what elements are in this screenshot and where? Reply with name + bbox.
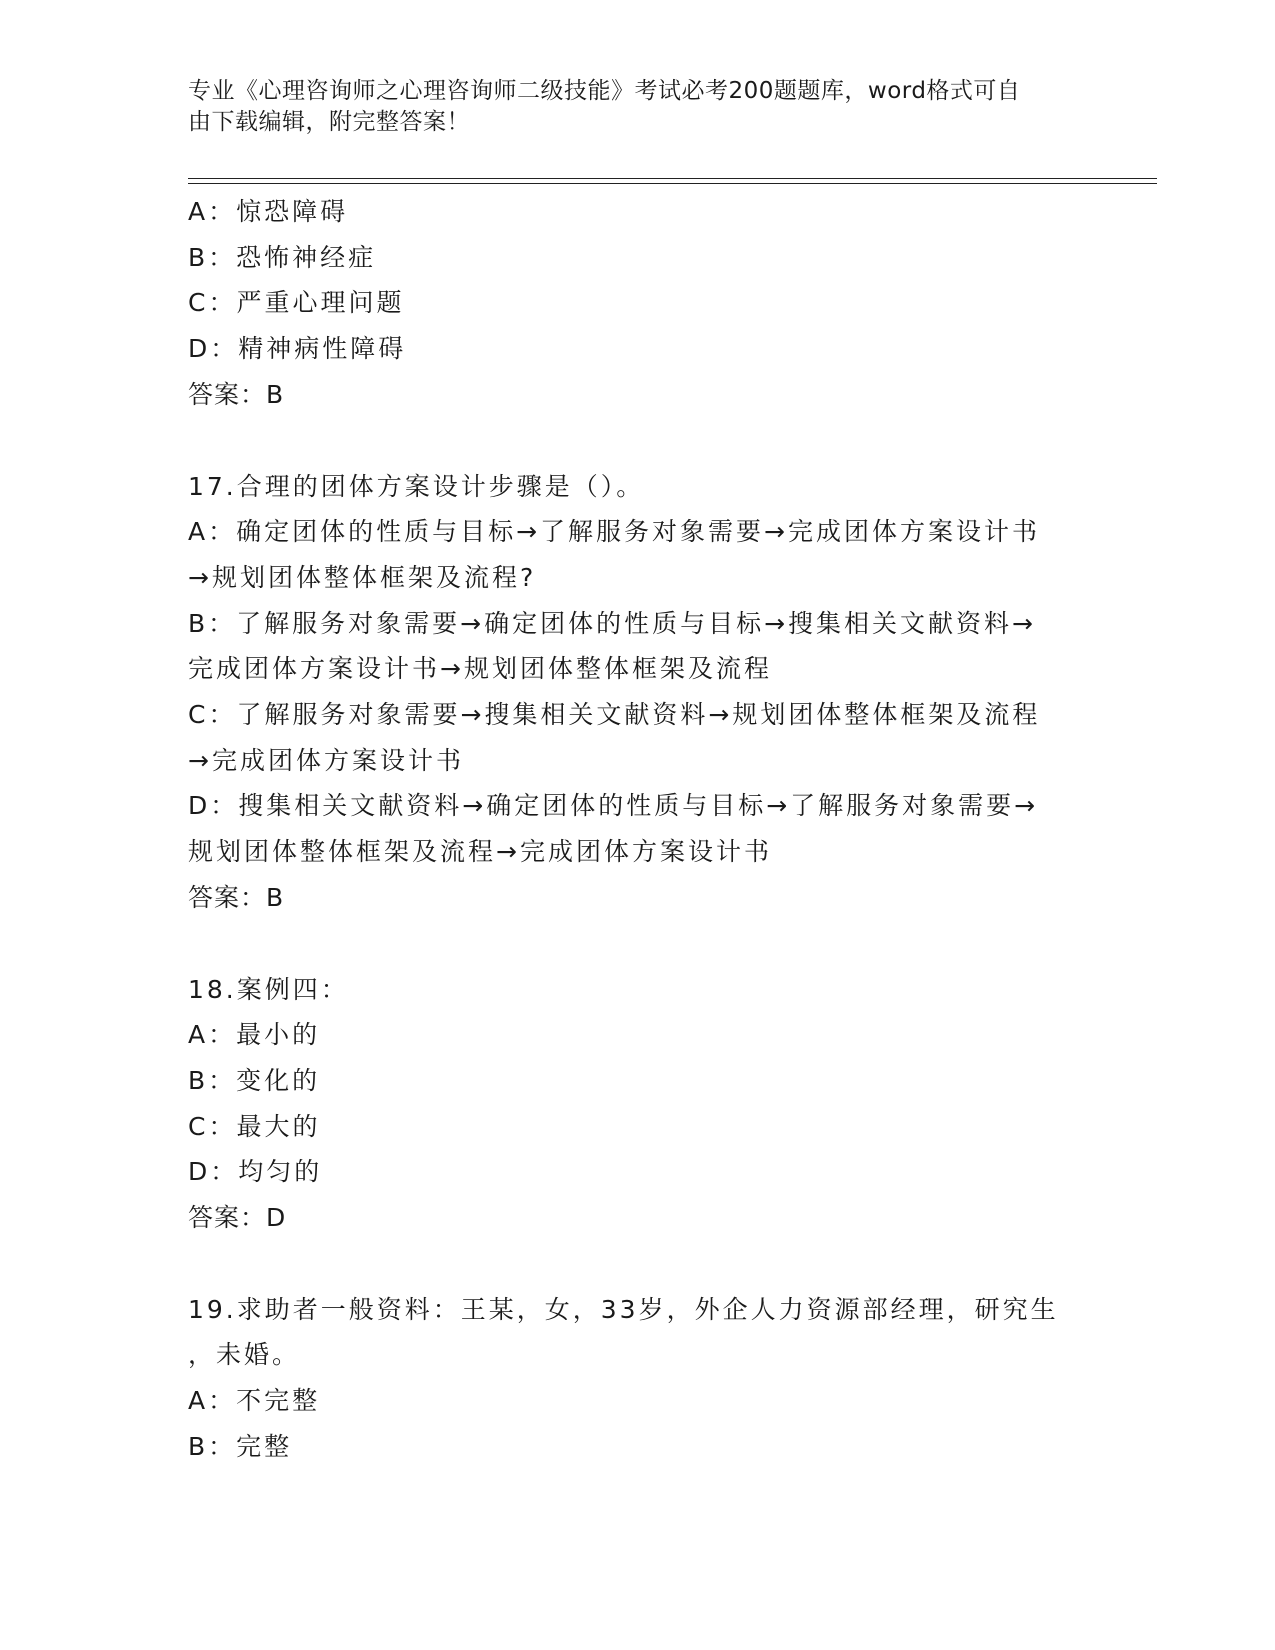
question-16-block xyxy=(188,189,1088,418)
q17-option-b-line-1: B：了解服务对象需要→确定团体的性质与目标→搜集相关文献资料→ xyxy=(188,608,1036,638)
question-19-block xyxy=(188,1287,1088,1470)
question-content xyxy=(188,189,1088,1470)
q16-option-b: B：恐怖神经症 xyxy=(188,242,377,272)
q17-answer: 答案：B xyxy=(188,882,285,912)
q18-stem: 18.案例四： xyxy=(188,974,349,1004)
q16-option-d: D：精神病性障碍 xyxy=(188,334,407,364)
question-spacer xyxy=(188,1241,1088,1287)
q18-option-b: B：变化的 xyxy=(188,1065,321,1095)
q17-option-c-line-2: →完成团体方案设计书 xyxy=(188,745,464,775)
document-header xyxy=(188,76,1088,138)
q18-option-c: C：最大的 xyxy=(188,1111,321,1141)
q16-option-a: A：惊恐障碍 xyxy=(188,197,349,226)
header-line-2: 由下载编辑，附完整答案！ xyxy=(188,109,470,135)
q18-option-d: D：均匀的 xyxy=(188,1157,323,1187)
q17-option-b-line-2: 完成团体方案设计书→规划团体整体框架及流程 xyxy=(188,654,772,684)
q17-option-d-line-1: D：搜集相关文献资料→确定团体的性质与目标→了解服务对象需要→ xyxy=(188,791,1039,821)
q19-option-a: A：不完整 xyxy=(188,1386,321,1416)
q16-answer: 答案：B xyxy=(188,379,285,409)
q18-option-a: A：最小的 xyxy=(188,1020,321,1050)
q17-stem: 17.合理的团体方案设计步骤是（）。 xyxy=(188,471,645,501)
question-17-block xyxy=(188,464,1088,921)
q17-option-a-line-2: →规划团体整体框架及流程? xyxy=(188,562,537,592)
q17-option-a-line-1: A：确定团体的性质与目标→了解服务对象需要→完成团体方案设计书 xyxy=(188,517,1040,547)
question-spacer xyxy=(188,418,1088,464)
q17-option-c-line-1: C：了解服务对象需要→搜集相关文献资料→规划团体整体框架及流程 xyxy=(188,700,1041,730)
header-divider-bottom xyxy=(188,183,1157,184)
header-divider-top xyxy=(188,178,1157,179)
q19-stem-line-2: ，未婚。 xyxy=(188,1340,301,1370)
q19-option-b: B：完整 xyxy=(188,1431,293,1461)
q16-option-c: C：严重心理问题 xyxy=(188,288,405,318)
q19-stem-line-1: 19.求助者一般资料：王某，女，33岁，外企人力资源部经理，研究生 xyxy=(188,1294,1059,1324)
header-line-1: 专业《心理咨询师之心理咨询师二级技能》考试必考200题题库，word格式可自 xyxy=(188,78,1021,104)
question-18-block xyxy=(188,967,1088,1241)
question-spacer xyxy=(188,921,1088,967)
q17-option-d-line-2: 规划团体整体框架及流程→完成团体方案设计书 xyxy=(188,837,772,867)
q18-answer: 答案：D xyxy=(188,1203,287,1233)
